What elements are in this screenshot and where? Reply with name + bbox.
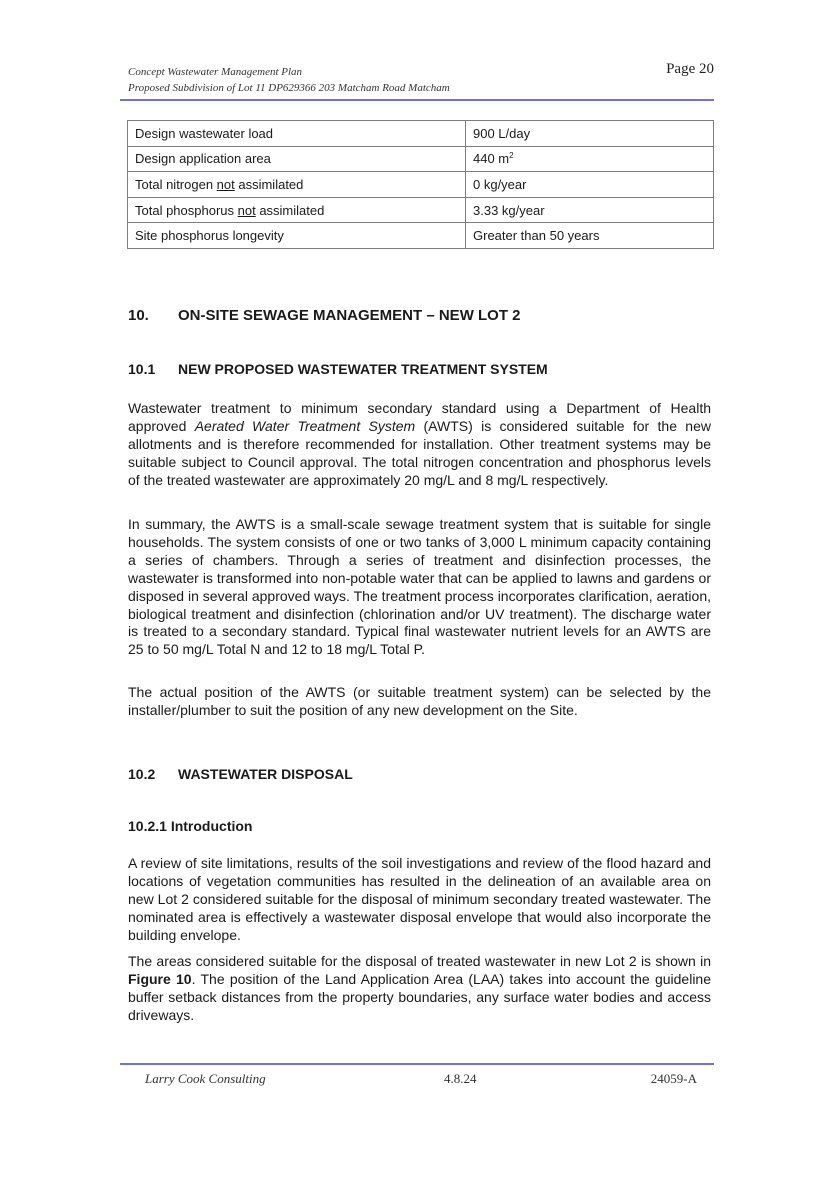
footer-divider	[120, 1063, 714, 1065]
footer-reference: 24059-A	[650, 1071, 697, 1086]
table-cell-value: 440 $m^2$	[466, 146, 714, 172]
table-cell-value: Greater than 50 years	[466, 223, 714, 249]
document-header-title	[128, 64, 450, 96]
table-row	[128, 121, 714, 147]
section-number: 10.	[128, 307, 149, 324]
header-title-line2: Proposed Subdivision of Lot 11 DP629366 203 Matcham Road Matcham	[128, 82, 450, 94]
section-title: Introduction	[170, 818, 253, 834]
table-row	[128, 223, 714, 249]
table-cell-value: 3.33 kg/year	[466, 197, 714, 223]
footer-company: Larry Cook Consulting	[145, 1071, 266, 1086]
section-title: NEW PROPOSED WASTEWATER TREATMENT SYSTEM	[178, 361, 548, 377]
table-cell-label: Total nitrogen not assimilated	[128, 172, 466, 198]
section-title: WASTEWATER DISPOSAL	[178, 766, 353, 782]
header-title-line1: Concept Wastewater Management Plan	[128, 66, 303, 78]
superscript: 2	[509, 151, 514, 161]
section-10-2-1-heading	[128, 818, 252, 834]
table-cell-label: Site phosphorus longevity	[128, 223, 466, 249]
table-cell-label: Design application area	[128, 146, 466, 172]
table-cell-value: 900 L/day	[466, 121, 714, 147]
paragraph-awts-position: The actual position of the AWTS (or suitable treatment system) can be selected by the installer/plumber to suit the position of any new development on the Site.	[128, 684, 711, 718]
paragraph-awts-summary: In summary, the AWTS is a small-scale sewage treatment system that is suitable for single households. The system consists of one or two tanks of 3,000 L minimum capacity containing a series of chambers. Through a series of treatment and disinfection processes, the wastewater is transformed into non-potable water that can be applied to lawns and gardens or disposed in several approved ways. The treatment process incorporates clarification, aeration, biological treatment and disinfection (chlorination and/or UV treatment). The discharge water is treated to a secondary standard. Typical final wastewater nutrient levels for an AWTS are 25 to 50 mg/L Total N and 12 to 18 mg/L Total P.	[128, 516, 711, 658]
header-divider	[120, 99, 714, 101]
table-row	[128, 146, 714, 172]
section-number: 10.2	[128, 766, 156, 782]
table-cell-label: Total phosphorus not assimilated	[128, 197, 466, 223]
table-cell-label: Design wastewater load	[128, 121, 466, 147]
section-10-2-heading	[128, 766, 353, 782]
footer-date: 4.8.24	[444, 1071, 477, 1086]
table-cell-value: 0 kg/year	[466, 172, 714, 198]
section-number: 10.1	[128, 361, 156, 377]
section-10-heading	[128, 307, 521, 324]
section-title: ON-SITE SEWAGE MANAGEMENT – NEW LOT 2	[178, 307, 521, 324]
summary-table	[127, 120, 714, 249]
paragraph-awts-intro: Wastewater treatment to minimum secondary standard using a Department of Health approved Aerated Water Treatment System (AWTS) is considered suitable for the new allotments and is therefore recommended for installation. Other treatment systems may be suitable subject to Council approval. The total nitrogen concentration and phosphorus levels of the treated wastewater are approximately 20 mg/L and 8 mg/L respectively.	[128, 400, 711, 488]
table-row	[128, 172, 714, 198]
paragraph-site-review: A review of site limitations, results of the soil investigations and review of the flood hazard and locations of vegetation communities has resulted in the delineation of an available area on new Lot 2 considered suitable for the disposal of minimum secondary treated wastewater. The nominated area is effectively a wastewater disposal envelope that would also incorporate the building envelope.	[128, 855, 711, 943]
paragraph-disposal-areas: The areas considered suitable for the disposal of treated wastewater in new Lot 2 is shown in Figure 10. The position of the Land Application Area (LAA) takes into account the guideline buffer setback distances from the property boundaries, any surface water bodies and access driveways.	[128, 953, 711, 1023]
section-10-1-heading	[128, 361, 548, 377]
section-number: 10.2.1	[128, 818, 167, 834]
table-row	[128, 197, 714, 223]
page-number: Page 20	[666, 61, 714, 77]
